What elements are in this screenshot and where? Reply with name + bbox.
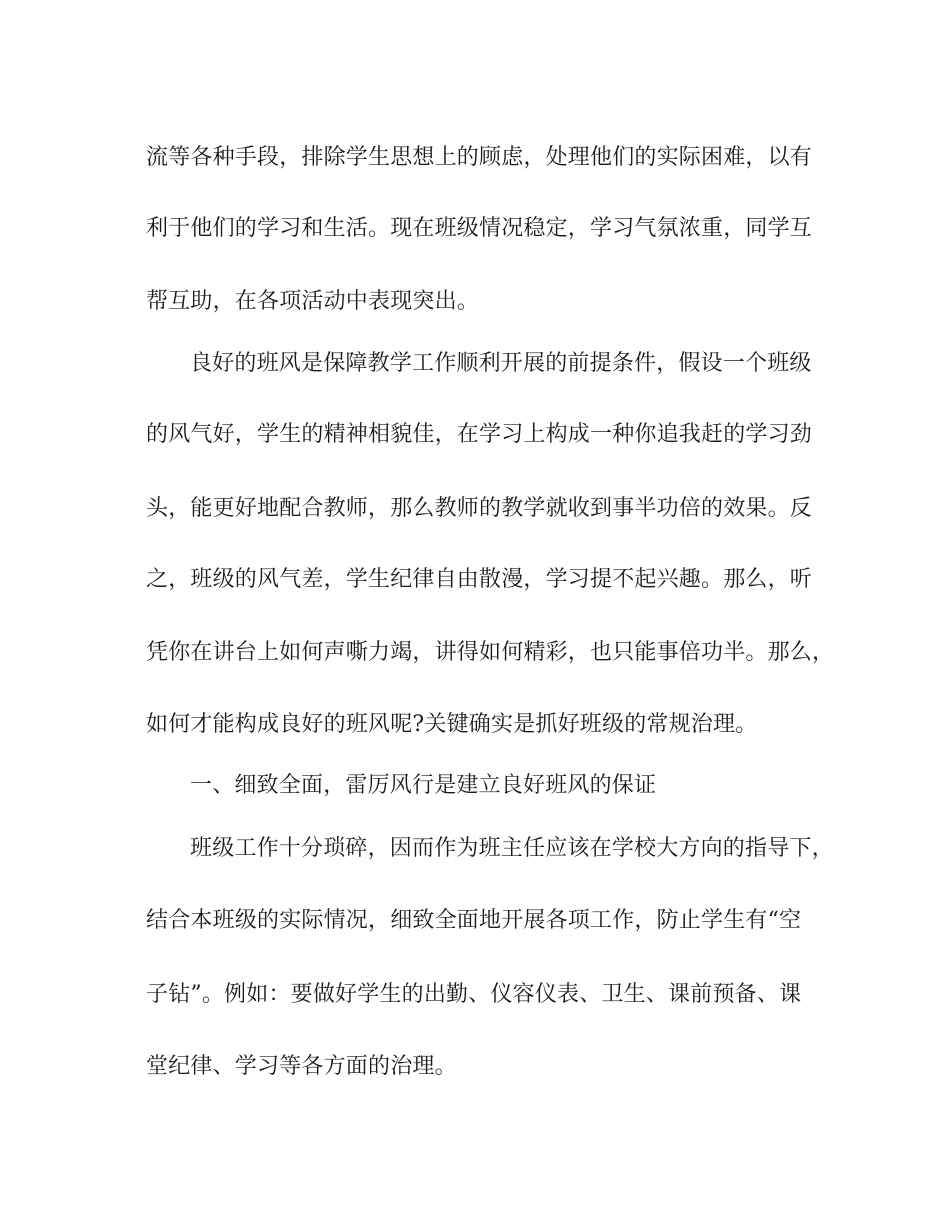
text-line: 结合本班级的实际情况，细致全面地开展各项工作，防止学生有“空 <box>146 908 802 933</box>
section-heading: 一、细致全面，雷厉风行是建立良好班风的保证 <box>190 773 657 798</box>
text-line: 利于他们的学习和生活。现在班级情况稳定，学习气氛浓重，同学互 <box>146 216 813 241</box>
text-line: 流等各种手段，排除学生思想上的顾虑，处理他们的实际困难，以有 <box>146 145 813 170</box>
text-line: 子钻”。例如：要做好学生的出勤、仪容仪表、卫生、课前预备、课 <box>146 982 802 1007</box>
text-line: 如何才能构成良好的班风呢?关键确实是抓好班级的常规治理。 <box>146 712 758 737</box>
text-line: 凭你在讲台上如何声嘶力竭，讲得如何精彩，也只能事倍功半。那么， <box>146 640 835 665</box>
text-line: 之，班级的风气差，学生纪律自由散漫，学习提不起兴趣。那么，听 <box>146 567 813 592</box>
text-line: 头，能更好地配合教师，那么教师的教学就收到事半功倍的效果。反 <box>146 496 813 521</box>
paragraph-start-line: 良好的班风是保障教学工作顺利开展的前提条件，假设一个班级 <box>190 351 812 376</box>
text-line: 堂纪律、学习等各方面的治理。 <box>146 1054 457 1079</box>
text-line: 的风气好，学生的精神相貌佳，在学习上构成一种你追我赶的学习劲 <box>146 422 813 447</box>
text-line: 帮互助，在各项活动中表现突出。 <box>146 289 480 314</box>
paragraph-start-line: 班级工作十分琐碎，因而作为班主任应该在学校大方向的指导下， <box>190 836 834 861</box>
